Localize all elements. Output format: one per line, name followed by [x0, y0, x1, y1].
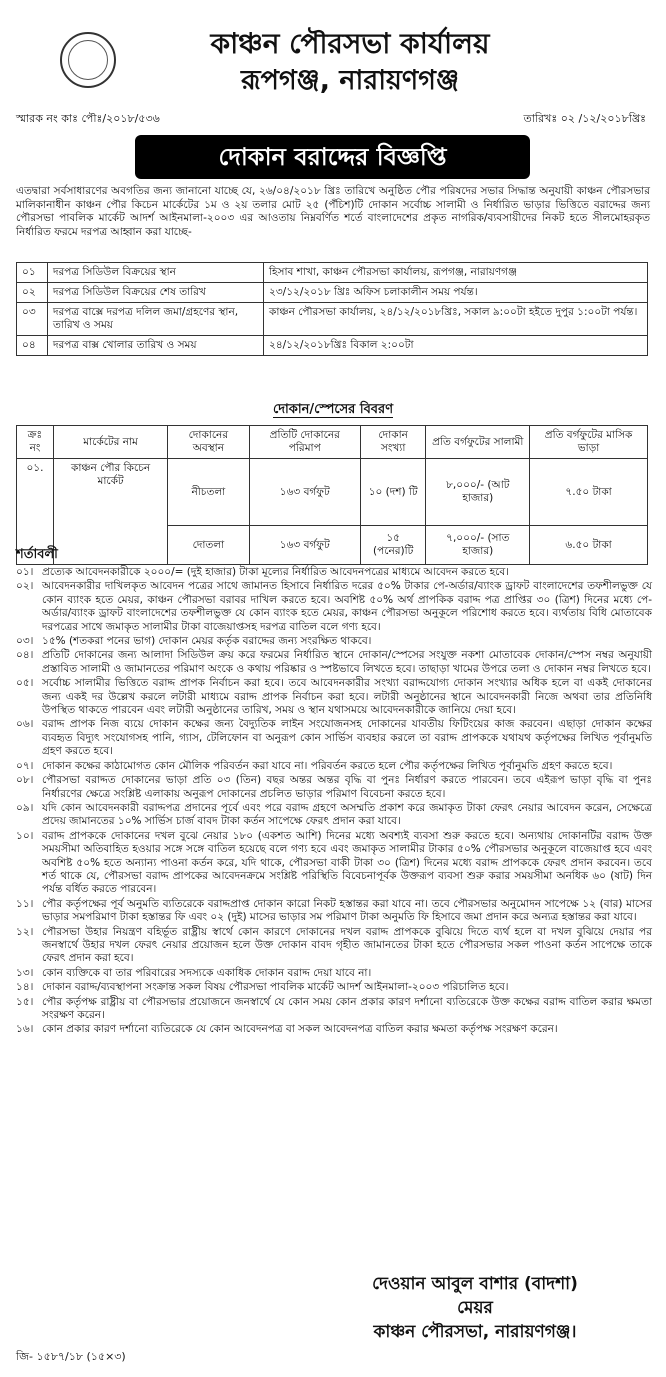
term-number: ০৮।	[16, 774, 34, 787]
table-row	[17, 459, 648, 526]
list-item	[16, 635, 652, 648]
column-header: মার্কেটের নাম	[53, 426, 167, 459]
term-text: দোকান কক্ষের কাঠামোগত কোন মৌলিক পরিবর্তন করা যাবে না। পরিবর্তন করতে হলে পৌর কর্তৃপক্ষের লিখিত পূর্বানুমতি গ্রহণ করতে হবে।	[42, 759, 613, 772]
schedule-num-cell: ০২	[17, 283, 48, 303]
term-number: ০২।	[16, 580, 34, 593]
term-text: পৌর কর্তৃপক্ষের পূর্ব অনুমতি ব্যতিরেকে বরাদ্দপ্রাপ্ত দোকান কারো নিকট হস্তান্তর করা যাবে না। তবে পৌরসভার অনুমোদন সাপেক্ষে ১২ (বার) মাসের ভাড়ার সমপরিমাণ টাকা হস্তান্তর ফি এবং ০২ (দুই) মাসের ভাড়ার সম পরিমাণ টাকা অনুমতি ফি হিসাবে জমা প্রদান করে অন্যত্র হস্তান্তর করা যাবে।	[42, 897, 652, 924]
term-number: ০৯।	[16, 801, 34, 814]
office-location: রূপগঞ্জ, নারায়ণগঞ্জ	[240, 65, 460, 96]
term-number: ১১।	[16, 897, 34, 910]
signature-block	[300, 1272, 650, 1344]
term-text: পৌরসভা বরাদ্দত দোকানের ভাড়া প্রতি ০৩ (তিন) বছর অন্তর অন্তর বৃদ্ধি বা পুনঃ নির্ধারণ করতে পারবেন। তবে এইরূপ ভাড়া বৃদ্ধি বা পুনঃ নির্ধারণের ক্ষেত্রে সংশ্লিষ্ট এলাকায় অনুরূপ দোকানের প্রচলিত ভাড়ার পরিমাণ বিবেচনা করতে হবে।	[42, 774, 652, 800]
term-text: যদি কোন আবেদনকারী বরাদ্দপত্র প্রদানের পূর্বে এবং পরে বরাদ্দ গ্রহণে অসম্মতি প্রকাশ করে জমাকৃত টাকা ফেরৎ নেয়ার আবেদন করেন, সেক্ষেত্রে প্রদেয় জামানতের ১০% সার্ভিস চার্জ বাবদ টাকা কর্তন সাপেক্ষে ফেরৎ প্রদান করা যাবে।	[42, 801, 652, 828]
table-row	[17, 263, 648, 283]
schedule-value-cell: ২৪/১২/২০১৮খ্রিঃ বিকাল ২:০০টা	[264, 336, 648, 356]
schedule-value-cell: হিসাব শাখা, কাঞ্চন পৌরসভা কার্যালয়, রূপগঞ্জ, নারায়ণগঞ্জ	[264, 263, 648, 283]
list-item	[16, 677, 652, 717]
term-text: দোকান বরাদ্দ/ব্যবস্থাপনা সংক্রান্ত সকল বিষয় পৌরসভা পাবলিক মার্কেট আদর্শ আইনমালা-২০০৩ পরিচালিত হবে।	[42, 981, 509, 994]
term-text: প্রতিটি দোকানের জন্য আলাদা সিডিউল ক্রয় করে ফরমের নির্ধারিত স্থানে দোকান/স্পেসের সংযুক্ত নকশা মোতাবেক দোকান/স্পেস নম্বর অনুযায়ী প্রস্তাবিত সালামী ও জামানতের পরিমাণ অংকে ও কথায় পরিষ্কার ও স্পষ্টভাবে লিখতে হবে। তাছাড়া খামের উপরে তলা ও দোকান নম্বর লিখতে হবে।	[42, 649, 652, 675]
table-row	[17, 303, 648, 336]
list-item	[16, 1023, 652, 1036]
column-header: ক্রঃ নং	[17, 426, 54, 459]
list-item	[16, 580, 652, 634]
list-item	[16, 774, 652, 801]
notice-banner: দোকান বরাদ্দের বিজ্ঞপ্তি	[135, 135, 530, 179]
footer-code: জি- ১৫৮৭/১৮ (১৫×৩)	[16, 1350, 126, 1363]
shop-details-heading-text: দোকান/স্পেসের বিবরণ	[272, 402, 394, 417]
schedule-label-cell: দরপত্র সিডিউল বিক্রয়ের স্থান	[48, 263, 264, 283]
schedule-num-cell: ০১	[17, 263, 48, 283]
term-number: ১০।	[16, 829, 34, 842]
list-item	[16, 649, 652, 676]
salami-cell: ৭,০০০/- (সাত হাজার)	[426, 526, 530, 565]
terms-title: শর্তাবলী	[16, 547, 58, 562]
rent-cell: ৭.৫০ টাকা	[530, 459, 648, 526]
column-header: দোকান সংখ্যা	[360, 426, 425, 459]
signatory-designation: মেয়র	[457, 1298, 493, 1318]
signatory-office: কাঞ্চন পৌরসভা, নারায়ণগঞ্জ।	[373, 1322, 577, 1342]
notice-date: তারিখঃ ০২ /১২/২০১৮খ্রিঃ	[523, 112, 646, 125]
list-item	[16, 802, 652, 829]
term-number: ০৭।	[16, 759, 34, 772]
term-text: কোন প্রকার কারণ দর্শানো ব্যতিরেকে যে কোন আবেদনপত্র বা সকল আবেদনপত্র বাতিল করার ক্ষমতা কর্তৃপক্ষ সংরক্ষণ করেন।	[42, 1023, 558, 1036]
term-number: ০১।	[16, 566, 34, 578]
term-number: ০৫।	[16, 677, 34, 690]
schedule-num-cell: ০৩	[17, 303, 48, 336]
count-cell: ১০ (দশ) টি	[360, 459, 425, 526]
list-item	[16, 566, 652, 579]
shop-table	[16, 425, 648, 565]
term-number: ০৪।	[16, 649, 34, 662]
list-item	[16, 981, 652, 994]
list-item	[16, 898, 652, 925]
term-text: পৌরসভা উহার নিয়ন্ত্রণ বহির্ভূত রাষ্ট্রীয় স্বার্থে কোন কারণে দোকানের দখল বরাদ্দ প্রাপককে বুঝিয়ে দিতে ব্যর্থ হলে বা দখল বুঝিয়ে দেয়ার পর জনস্বার্থে উহার দখল ফেরৎ নেয়ার প্রয়োজন হলে উক্ত দোকান বাবদ গৃহীত জামানতের টাকা হতে পৌরসভার সকল পাওনা কর্তন সাপেক্ষে তাকে ফেরৎ প্রদান করা হবে।	[42, 925, 652, 965]
schedule-value-cell: ২৩/১২/২০১৮ খ্রিঃ অফিস চলাকালীন সময় পর্যন্ত।	[264, 283, 648, 303]
floor-cell: নীচতলা	[168, 459, 249, 526]
rent-cell: ৬.৫০ টাকা	[530, 526, 648, 565]
term-text: বরাদ্দ প্রাপককে দোকানের দখল বুঝে নেয়ার ১৮০ (একশত আশি) দিনের মধ্যে অবশ্যই ব্যবসা শুরু করতে হবে। অন্যথায় দোকানটির বরাদ্দ উক্ত সময়সীমা অতিবাহিত হওয়ার সঙ্গে সঙ্গে বাতিল হয়েছে বলে গণ্য হবে এবং জমাকৃত সালামীর টাকার ৫০% পৌরসভার অনুকূলে বাজেয়াপ্ত হবে এবং অবশিষ্ট ৫০% হতে অন্যান্য পাওনা কর্তন করে, যদি থাকে, পৌরসভা বাকী টাকা ৩০ (ত্রিশ) দিনের মধ্যে বরাদ্দ প্রাপককে ফেরৎ প্রদান করবেন। তবে শর্ত থাকে যে, পৌরসভা বরাদ্দ প্রাপকের আবেদনক্রমে সংশ্লিষ্ট পরিস্থিতি বিবেচনাপূর্বক উক্তরূপ ব্যবসা শুরু করার সময়সীমা অনধিক ৬০ (ষাট) দিন পর্যন্ত বর্ধিত করতে পারবেন।	[42, 829, 652, 896]
term-text: প্রত্যেক আবেদনকারীকে ২০০০/= (দুই হাজার) টাকা মূল্যের নির্ধারিত আবেদনপত্রের মাধ্যমে আবেদন করতে হবে।	[42, 566, 509, 578]
term-number: ১৩।	[16, 966, 34, 979]
floor-cell: দোতলা	[168, 526, 249, 565]
signatory-name: দেওয়ান আবুল বাশার (বাদশা)	[372, 1274, 578, 1294]
schedule-label-cell: দরপত্র বাক্সে দরপত্র দলিল জমা/গ্রহণের স্থান, তারিখ ও সময়	[48, 303, 264, 336]
column-header: প্রতি বর্গফুটের মাসিক ভাড়া	[530, 426, 648, 459]
term-number: ০৬।	[16, 718, 34, 731]
shop-details-heading	[0, 400, 666, 421]
table-row	[17, 336, 648, 356]
term-text: আবেদনকারীর দাখিলকৃত আবেদন পত্রের সাথে জামানত হিসাবে নির্ধারিত দরের ৫০% টাকার পে-অর্ডার/ব্যাংক ড্রাফট বাংলাদেশের তফশীলভুক্ত যে কোন ব্যাংক হতে মেয়র, কাঞ্চন পৌরসভা বরাবর দাখিল করতে হবে। অবশিষ্ট ৫০% অর্থ প্রাপকিক বরাদ্দ পত্র প্রাপ্তির ৩০ (ত্রিশ) দিনের মধ্যে পে-অর্ডার/ব্যাংক ড্রাফট বাংলাদেশের তফশীলভুক্ত যে কোন ব্যাংক হতে মেয়র, কাঞ্চন পৌরসভা অনুকূলে পরিশোধ করতে হবে। ব্যর্থতায় বিধি মোতাবেক দরপত্রের সাথে জমাকৃত সালামীর টাকা বাজেয়াপ্তসহ দরপত্র বাতিল বলে গণ্য হবে।	[42, 580, 652, 633]
schedule-num-cell: ০৪	[17, 336, 48, 356]
term-number: ১২।	[16, 925, 34, 938]
office-title: কাঞ্চন পৌরসভা কার্যালয়	[210, 27, 490, 60]
term-text: ১৫% (শতকরা পনের ভাগ) দোকান মেয়র কর্তৃক বরাদ্দের জন্য সংরক্ষিত থাকবে।	[42, 635, 372, 648]
size-cell: ১৬৩ বর্গফুট	[249, 459, 360, 526]
salami-cell: ৮,০০০/- (আট হাজার)	[426, 459, 530, 526]
header	[0, 12, 666, 102]
term-number: ১৬।	[16, 1023, 34, 1036]
schedule-value-cell: কাঞ্চন পৌরসভা কার্যালয়, ২৪/১২/২০১৮খ্রিঃ, সকাল ৯:০০টা হইতে দুপুর ১:০০টা পর্যন্ত।	[264, 303, 648, 336]
serial-cell: ০১.	[17, 459, 54, 565]
list-item	[16, 926, 652, 966]
schedule-label-cell: দরপত্র সিডিউল বিক্রয়ের শেষ তারিখ	[48, 283, 264, 303]
term-text: সর্বোচ্চ সালামীর ভিত্তিতে বরাদ্দ প্রাপক নির্বাচন করা হবে। তবে আবেদনকারীর সংখ্যা বরাদ্দযোগ্য দোকান সংখ্যার অধিক হলে বা একই দোকানের জন্য একই দর উল্লেখ করলে লটারী মাধ্যমে বরাদ্দ প্রাপক নির্বাচন করা হবে। লটারী অনুষ্ঠানের স্থানে আবেদনকারী নিজে অথবা তার প্রতিনিধি উপস্থিত থাকতে পারবেন এবং লটারী অনুষ্ঠানের তারিখ, সময় ও স্থান যথাসময়ে আবেদনকারীকে জানিয়ে দেয়া হবে।	[42, 677, 652, 717]
schedule-table	[16, 262, 648, 356]
list-item	[16, 996, 652, 1023]
size-cell: ১৬৩ বর্গফুট	[249, 526, 360, 565]
term-text: কোন ব্যক্তিকে বা তার পরিবারের সদস্যকে একাধিক দোকান বরাদ্দ দেয়া যাবে না।	[42, 966, 372, 979]
term-text: পৌর কর্তৃপক্ষ রাষ্ট্রীয় বা পৌরসভার প্রয়োজনে জনস্বার্থে যে কোন সময় কোন প্রকার কারণ দর্শানো ব্যতিরেকে উক্ত কক্ষের বরাদ্দ বাতিল করার ক্ষমতা সংরক্ষণ করেন।	[42, 995, 652, 1021]
count-cell: ১৫ (পনের)টি	[360, 526, 425, 565]
term-number: ১৫।	[16, 995, 34, 1008]
table-row	[17, 283, 648, 303]
market-name-cell: কাঞ্চন পৌর কিচেন মার্কেট	[53, 459, 167, 565]
memo-number: স্মারক নং কাঃ পৌঃ/২০১৮/৫৩৬	[16, 112, 160, 125]
list-item	[16, 760, 652, 773]
column-header: দোকানের অবস্থান	[168, 426, 249, 459]
column-header: প্রতি বর্গফুটের সালামী	[426, 426, 530, 459]
column-header: প্রতিটি দোকানের পরিমাপ	[249, 426, 360, 459]
list-item	[16, 967, 652, 980]
list-item	[16, 830, 652, 897]
list-item	[16, 718, 652, 758]
intro-paragraph: এতদ্বারা সর্বসাধারণের অবগতির জন্য জানানো যাচ্ছে যে, ২৬/০৪/২০১৮ খ্রিঃ তারিখে অনুষ্ঠিত পৌর পরিষদের সভার সিদ্ধান্ত অনুযায়ী কাঞ্চন পৌরসভার মালিকানাধীন কাঞ্চন পৌর কিচেন মার্কেটের ১ম ও ২য় তলার মোট ২৫ (পঁচিশ)টি দোকান সর্বোচ্চ সালামী ও নির্ধারিত ভাড়ার ভিত্তিতে বরাদ্দের জন্য পৌরসভা পাবলিক মার্কেট আদর্শ আইনমালা-২০০৩ এর আওতায় নিম্নবর্ণিত শর্তে বাংলাদেশের প্রকৃত নাগরিক/ব্যবসায়ীদের নিকট হতে সীলমোহরকৃত নির্ধারিত ফরমে দরপত্র আহ্বান করা যাচ্ছে-	[16, 185, 650, 238]
term-number: ০৩।	[16, 635, 34, 648]
schedule-label-cell: দরপত্র বাক্স খোলার তারিখ ও সময়	[48, 336, 264, 356]
term-number: ১৪।	[16, 981, 34, 994]
terms-list	[16, 566, 652, 1038]
term-text: বরাদ্দ প্রাপক নিজ ব্যয়ে দোকান কক্ষের জন্য বৈদ্যুতিক লাইন সংযোজনসহ দোকানের যাবতীয় ফিটিংয়ের কাজ করবেন। এছাড়া দোকান কক্ষের ব্যবহৃত বিদ্যুৎ সংযোগসহ পানি, গ্যাস, টেলিফোন বা অনুরূপ কোন সার্ভিস ব্যবহার করলে তা বরাদ্দ প্রাপককে যথাযথ কর্তৃপক্ষের লিখিত পূর্বানুমতি গ্রহণ করতে হবে।	[42, 718, 652, 758]
municipality-seal-icon	[60, 32, 116, 88]
